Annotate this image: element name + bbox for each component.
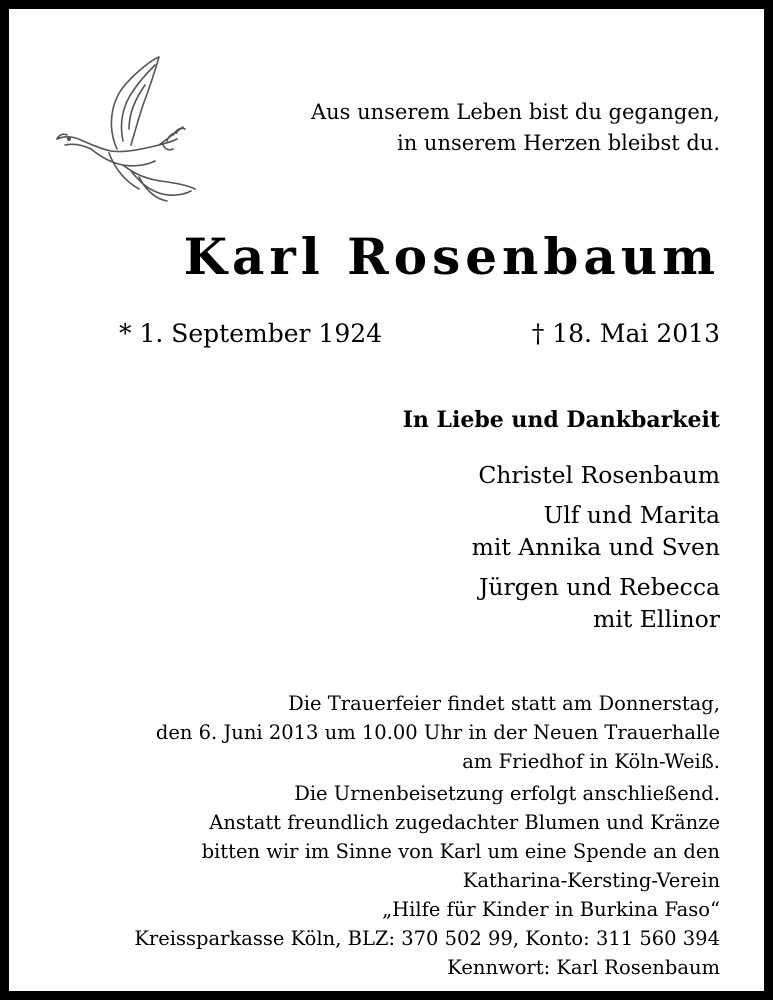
family-group: [472, 459, 720, 491]
family-line: Jürgen und Rebecca: [478, 573, 720, 601]
motto: [311, 97, 720, 159]
family-line: mit Annika und Sven: [471, 533, 720, 561]
ceremony-line: den 6. Juni 2013 um 10.00 Uhr in der Neuen Trauerhalle: [155, 721, 720, 744]
ceremony-line: Die Trauerfeier findet statt am Donnerstag,: [288, 692, 720, 715]
motto-line: in unserem Herzen bleibst du.: [397, 131, 720, 155]
motto-line: Aus unserem Leben bist du gegangen,: [310, 100, 720, 124]
donation-keyword: Kennwort: Karl Rosenbaum: [447, 956, 720, 979]
deceased-name: Karl Rosenbaum: [183, 227, 720, 286]
donation-line: Anstatt freundlich zugedachter Blumen und Kränze: [209, 811, 720, 834]
life-dates: [119, 319, 720, 348]
donation-line: Katharina-Kersting-Verein: [462, 869, 720, 892]
dove-icon: [49, 49, 209, 209]
ceremony-line: am Friedhof in Köln-Weiß.: [462, 750, 720, 773]
family-group: [472, 571, 720, 635]
birth-date: * 1. September 1924: [119, 319, 383, 348]
family-line: mit Ellinor: [593, 605, 720, 633]
funeral-notice: [134, 689, 720, 982]
urn-line: Die Urnenbeisetzung erfolgt anschließend.: [294, 782, 720, 805]
family-list: [472, 459, 720, 643]
dedication: In Liebe und Dankbarkeit: [402, 407, 720, 433]
bank-details: Kreissparkasse Köln, BLZ: 370 502 99, Konto: 311 560 394: [134, 927, 720, 950]
donation-line: bitten wir im Sinne von Karl um eine Spende an den: [201, 840, 720, 863]
family-group: [472, 499, 720, 563]
death-date: † 18. Mai 2013: [531, 319, 720, 348]
donation-line: „Hilfe für Kinder in Burkina Faso“: [382, 898, 720, 921]
family-line: Ulf und Marita: [543, 501, 720, 529]
family-line: Christel Rosenbaum: [478, 461, 720, 489]
